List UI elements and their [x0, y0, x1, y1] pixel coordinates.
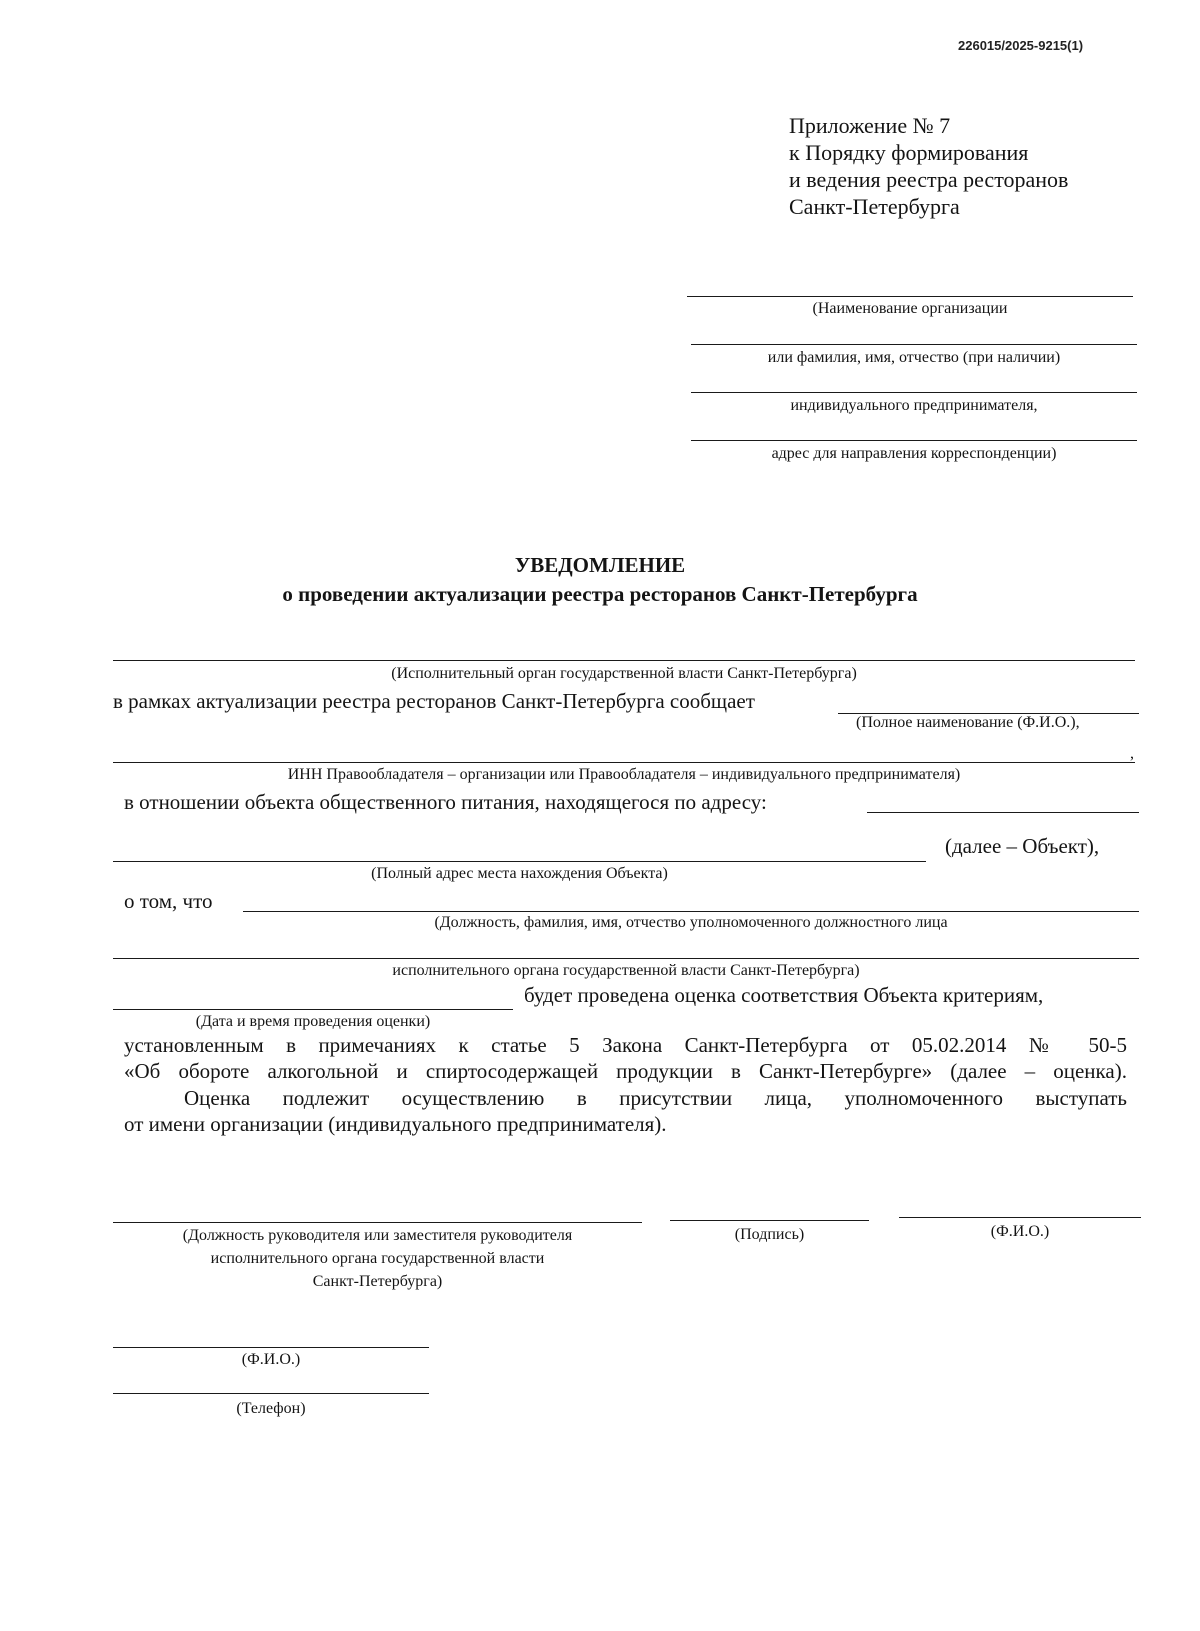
authority-caption: (Исполнительный орган государственной власти Санкт-Петербурга): [391, 665, 857, 682]
object-text: в отношении объекта общественного питания, находящегося по адресу:: [124, 790, 767, 814]
comma-mark: ,: [1130, 745, 1134, 762]
informs-text: в рамках актуализации реестра ресторанов Санкт-Петербурга сообщает: [113, 689, 755, 713]
appendix-number: Приложение № 7: [789, 113, 951, 138]
position-caption: Санкт-Петербурга): [312, 1273, 443, 1290]
position-field-line: [113, 1222, 642, 1223]
position-caption: исполнительного органа государственной власти: [210, 1250, 545, 1267]
addressee-caption: адрес для направления корреспонденции): [771, 445, 1057, 462]
signature-field-line: [670, 1220, 869, 1221]
inn-field-line: [113, 762, 1135, 763]
document-subtitle: о проведении актуализации реестра ресторанов Санкт-Петербурга: [282, 582, 918, 606]
datetime-caption: (Дата и время проведения оценки): [195, 1013, 431, 1030]
official-field-line: [113, 958, 1139, 959]
addressee-field-line: [687, 296, 1133, 297]
official-caption: (Должность, фамилия, имя, отчество уполномоченного должностного лица: [434, 914, 948, 931]
appendix-line: к Порядку формирования: [789, 140, 1029, 165]
phone-caption: (Телефон): [236, 1400, 306, 1417]
contact-fio-field-line: [113, 1347, 429, 1348]
addressee-caption: (Наименование организации: [812, 300, 1008, 317]
addressee-field-line: [691, 440, 1137, 441]
object-ref-text: (далее – Объект),: [945, 834, 1100, 858]
authority-field-line: [113, 660, 1135, 661]
document-title: УВЕДОМЛЕНИЕ: [514, 553, 686, 577]
addressee-caption: или фамилия, имя, отчество (при наличии): [767, 349, 1061, 366]
official-field-line: [243, 911, 1139, 912]
assessment-text: будет проведена оценка соответствия Объекта критериям,: [524, 983, 1044, 1007]
inn-caption: ИНН Правообладателя – организации или Правообладателя – индивидуального предпринимателя): [287, 766, 961, 783]
address-field-line: [867, 812, 1139, 813]
that-text: о том, что: [124, 889, 213, 913]
fullname-caption: (Полное наименование (Ф.И.О.),: [856, 714, 1080, 731]
contact-fio-caption: (Ф.И.О.): [241, 1351, 301, 1368]
document-id: 226015/2025-9215(1): [958, 38, 1084, 53]
datetime-field-line: [113, 1009, 513, 1010]
official-caption: исполнительного органа государственной власти Санкт-Петербурга): [392, 962, 860, 979]
addressee-field-line: [691, 344, 1137, 345]
address-caption: (Полный адрес места нахождения Объекта): [371, 865, 668, 882]
fio-field-line: [899, 1217, 1141, 1218]
addressee-caption: индивидуального предпринимателя,: [790, 397, 1038, 414]
appendix-line: Санкт-Петербурга: [789, 194, 960, 219]
address-field-line: [113, 861, 926, 862]
paragraph-line: от имени организации (индивидуального предпринимателя).: [124, 1112, 667, 1136]
signature-caption: (Подпись): [734, 1226, 805, 1243]
paragraph-line: установленным в примечаниях к статье 5 Закона Санкт-Петербурга от 05.02.2014 № 50-5: [124, 1033, 1127, 1057]
paragraph-line: Оценка подлежит осуществлению в присутствии лица, уполномоченного выступать: [184, 1086, 1127, 1110]
position-caption: (Должность руководителя или заместителя руководителя: [182, 1227, 573, 1244]
phone-field-line: [113, 1393, 429, 1394]
fio-caption: (Ф.И.О.): [990, 1223, 1050, 1240]
paragraph-line: «Об обороте алкогольной и спиртосодержащей продукции в Санкт-Петербурге» (далее – оценка).: [124, 1059, 1127, 1083]
appendix-line: и ведения реестра ресторанов: [789, 167, 1069, 192]
addressee-field-line: [691, 392, 1137, 393]
